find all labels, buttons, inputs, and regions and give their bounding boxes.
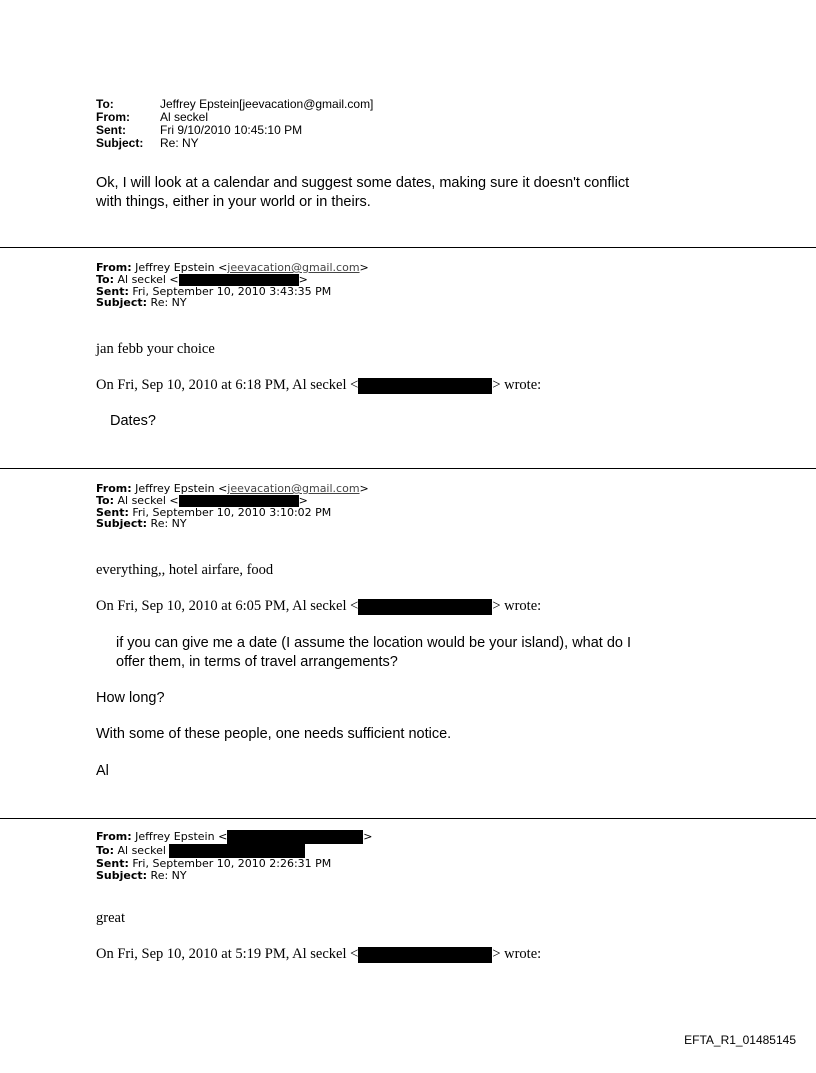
from-email-link[interactable]: jeevacation@gmail.com [227,482,360,495]
msg3-header [96,830,373,881]
from-value: Al seckel [160,110,209,124]
sent-label: Sent: [96,857,129,870]
from-email-link[interactable]: jeevacation@gmail.com [227,261,360,274]
msg2-header [96,483,369,530]
msg2-how-long: How long? [96,690,165,706]
from-label: From: [96,830,132,843]
top-email-header [96,98,373,150]
sent-value: Fri 9/10/2010 10:45:10 PM [160,123,303,137]
from-label: From: [96,110,130,124]
subject-value: Re: NY [160,136,199,150]
subject-value: Re: NY [150,517,187,530]
top-email-body [96,174,629,212]
sent-value: Fri, September 10, 2010 2:26:31 PM [132,857,332,870]
redaction-box [227,830,363,844]
sent-value: Fri, September 10, 2010 3:43:35 PM [132,284,332,298]
msg1-quote-header [96,376,541,394]
msg1-body: jan febb your choice [96,341,215,357]
to-value: Jeffrey Epstein[jeevacation@gmail.com] [160,97,374,111]
quote-prefix: On Fri, Sep 10, 2010 at 6:05 PM, Al seckel < [96,598,359,614]
bracket: > [298,272,308,286]
msg2-quote-header [96,597,541,615]
to-prefix: Al seckel [117,844,170,857]
msg3-quote-header [96,945,541,963]
divider [0,247,816,248]
redaction-box [169,844,305,858]
to-prefix: Al seckel < [117,272,179,286]
quote-suffix: > wrote: [492,598,542,614]
divider [0,818,816,819]
sent-label: Sent: [96,123,126,137]
quoted-line: offer them, in terms of travel arrangements? [116,654,398,670]
body-line: Ok, I will look at a calendar and suggest some dates, making sure it doesn't conflict [96,175,630,191]
subject-label: Subject: [96,868,148,882]
msg3-body: great [96,910,125,926]
subject-label: Subject: [96,296,148,309]
msg1-header [96,262,369,309]
to-label: To: [96,97,114,111]
document-id: EFTA_R1_01485145 [684,1033,796,1047]
msg2-body: everything,, hotel airfare, food [96,562,274,578]
subject-value: Re: NY [150,296,187,309]
bracket: > [359,261,369,274]
sent-value: Fri, September 10, 2010 3:10:02 PM [132,505,332,519]
to-label: To: [96,272,114,286]
bracket: > [298,493,308,507]
bracket: > [363,830,373,843]
from-label: From: [96,482,132,495]
quoted-line: if you can give me a date (I assume the location would be your island), what do I [116,635,632,651]
msg1-quoted-text: Dates? [110,413,156,429]
body-line: with things, either in your world or in theirs. [96,194,371,210]
msg2-signature: Al [96,763,109,779]
redaction-box [358,378,492,394]
sent-label: Sent: [96,284,129,298]
to-label: To: [96,493,114,507]
from-name: Jeffrey Epstein < [135,482,228,495]
to-label: To: [96,844,114,857]
sent-label: Sent: [96,505,129,519]
divider [0,468,816,469]
subject-value: Re: NY [150,868,187,882]
msg2-quoted-text [116,634,631,672]
to-prefix: Al seckel < [117,493,179,507]
quote-prefix: On Fri, Sep 10, 2010 at 5:19 PM, Al seckel < [96,946,359,962]
subject-label: Subject: [96,517,148,530]
redaction-box [358,599,492,615]
from-name: Jeffrey Epstein < [135,261,228,274]
msg2-notice: With some of these people, one needs sufficient notice. [96,726,452,742]
quote-prefix: On Fri, Sep 10, 2010 at 6:18 PM, Al seckel < [96,377,359,393]
redaction-box [358,947,492,963]
quote-suffix: > wrote: [492,377,542,393]
quote-suffix: > wrote: [492,946,542,962]
subject-label: Subject: [96,136,144,150]
from-label: From: [96,261,132,274]
bracket: > [359,482,369,495]
from-name: Jeffrey Epstein < [135,830,228,843]
